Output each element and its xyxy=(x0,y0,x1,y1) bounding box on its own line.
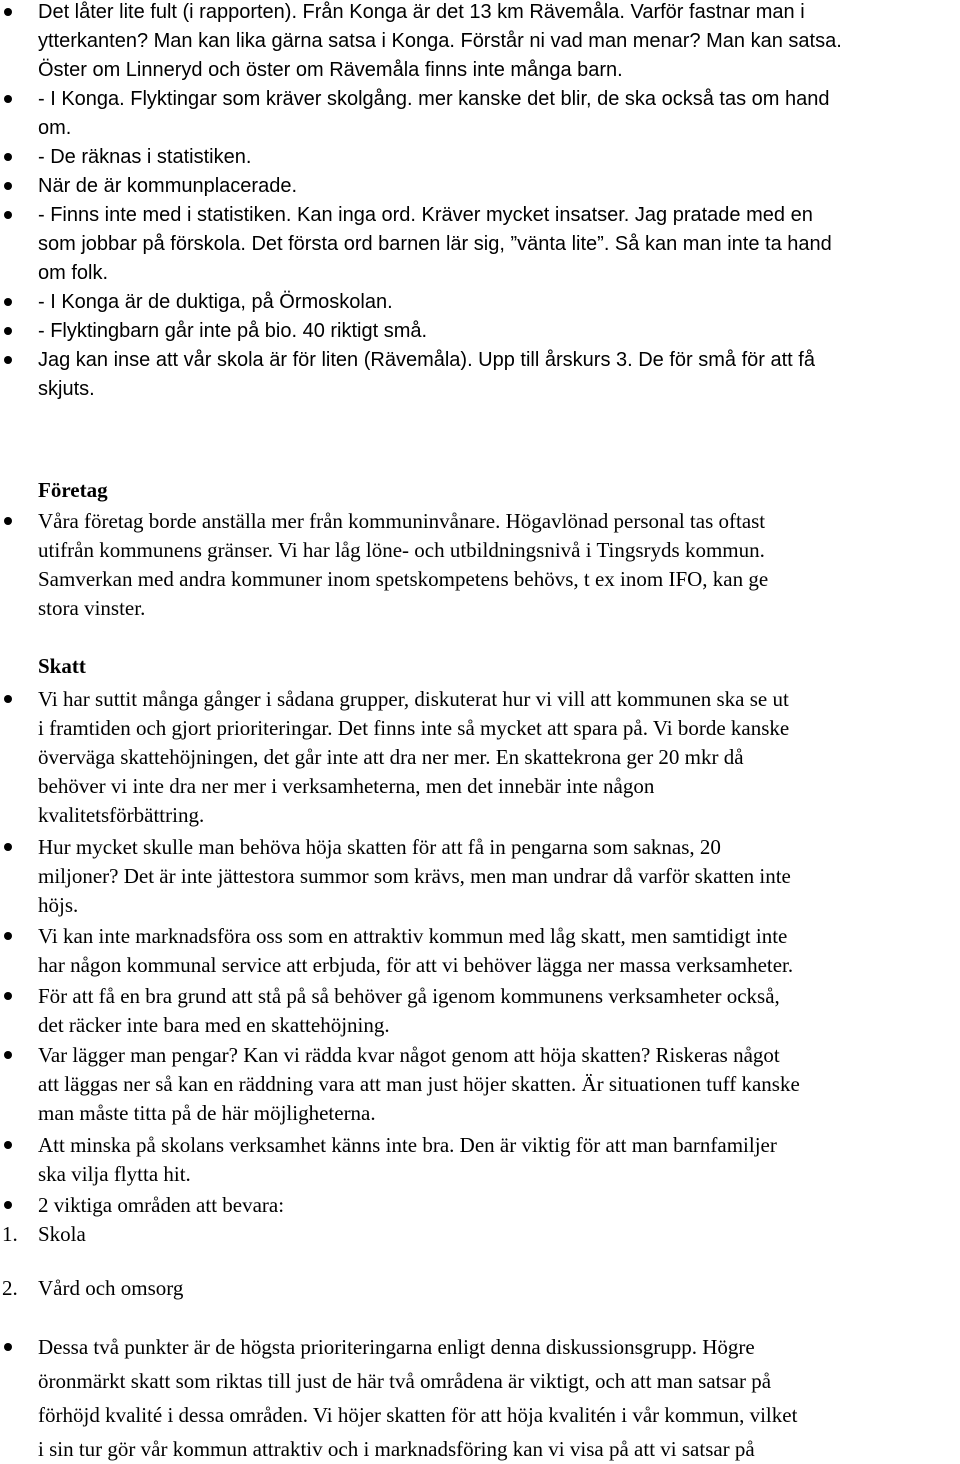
text-line: förhöjd kvalité i dessa områden. Vi höjer skatten för att höja kvalitén i vår kommun, vilket xyxy=(38,1403,798,1427)
text-line: utifrån kommunens gränser. Vi har låg löne- och utbildningsnivå i Tingsryds kommun. xyxy=(38,538,765,562)
text-line: kvalitetsförbättring. xyxy=(38,803,205,827)
bullet-icon xyxy=(4,8,12,16)
text-line: i framtiden och gjort prioriteringar. Det finns inte så mycket att spara på. Vi borde kanske xyxy=(38,716,790,740)
bullet-icon xyxy=(4,327,12,335)
text-line: Öster om Linneryd och öster om Rävemåla finns inte många barn. xyxy=(38,59,623,81)
text-line: som jobbar på förskola. Det första ord barnen lär sig, ”vänta lite”. Så kan man inte ta hand xyxy=(38,233,832,255)
bullet-icon xyxy=(4,211,12,219)
text-line: ytterkanten? Man kan lika gärna satsa i Konga. Förstår ni vad man menar? Man kan satsa. xyxy=(38,30,842,52)
bullet-icon xyxy=(4,356,12,364)
text-line: stora vinster. xyxy=(38,596,146,620)
text-line: - Finns inte med i statistiken. Kan inga ord. Kräver mycket insatser. Jag pratade med en xyxy=(38,204,813,226)
text-line: om. xyxy=(38,117,72,139)
section-heading-skatt: Skatt xyxy=(38,654,86,678)
text-line: Det låter lite fult (i rapporten). Från Konga är det 13 km Rävemåla. Varför fastnar man i xyxy=(38,1,805,23)
bullet-icon xyxy=(4,1343,12,1351)
bullet-icon xyxy=(4,517,12,525)
text-line: man måste titta på de här möjligheterna. xyxy=(38,1101,376,1125)
text-line: överväga skattehöjningen, det går inte att dra ner mer. En skattekrona ger 20 mkr då xyxy=(38,745,744,769)
item-number: 1. xyxy=(2,1222,18,1246)
bullet-icon xyxy=(4,153,12,161)
text-line: - I Konga är de duktiga, på Örmoskolan. xyxy=(38,291,393,313)
text-line: att läggas ner så kan en räddning vara att man just höjer skatten. Är situationen tuff kanske xyxy=(38,1072,800,1096)
bullet-icon xyxy=(4,95,12,103)
text-line: höjs. xyxy=(38,893,79,917)
text-line: Vi har suttit många gånger i sådana grupper, diskuterat hur vi vill att kommunen ska se ut xyxy=(38,687,789,711)
bullet-icon xyxy=(4,182,12,190)
item-text: Skola xyxy=(38,1222,86,1246)
bullet-icon xyxy=(4,992,12,1000)
text-line: För att få en bra grund att stå på så behöver gå igenom kommunens verksamheter också, xyxy=(38,984,780,1008)
text-line: Jag kan inse att vår skola är för liten (Rävemåla). Upp till årskurs 3. De för små för att få xyxy=(38,349,815,371)
text-line: - Flyktingbarn går inte på bio. 40 riktigt små. xyxy=(38,320,428,342)
text-line: - I Konga. Flyktingar som kräver skolgång. mer kanske det blir, de ska också tas om hand xyxy=(38,88,830,110)
bullet-icon xyxy=(4,1201,12,1209)
text-line: När de är kommunplacerade. xyxy=(38,175,298,197)
text-line: öronmärkt skatt som riktas till just de här två områdena är viktigt, och att man satsar på xyxy=(38,1369,772,1393)
text-line: Våra företag borde anställa mer från kommuninvånare. Högavlönad personal tas oftast xyxy=(38,509,766,533)
text-line: det räcker inte bara med en skattehöjning. xyxy=(38,1013,390,1037)
text-line: Samverkan med andra kommuner inom spetskompetens behövs, t ex inom IFO, kan ge xyxy=(38,567,769,591)
bullet-icon xyxy=(4,932,12,940)
bullet-icon xyxy=(4,695,12,703)
text-line: behöver vi inte dra ner mer i verksamheterna, men det innebär inte någon xyxy=(38,774,655,798)
text-line: miljoner? Det är inte jättestora summor som krävs, men man undrar då varför skatten inte xyxy=(38,864,791,888)
text-line: Dessa två punkter är de högsta prioriteringarna enligt denna diskussionsgrupp. Högre xyxy=(38,1335,755,1359)
item-number: 2. xyxy=(2,1276,18,1300)
section-heading-foretag: Företag xyxy=(38,478,108,502)
bullet-icon xyxy=(4,1051,12,1059)
text-line: Vi kan inte marknadsföra oss som en attraktiv kommun med låg skatt, men samtidigt inte xyxy=(38,924,788,948)
text-line: Att minska på skolans verksamhet känns inte bra. Den är viktig för att man barnfamiljer xyxy=(38,1133,777,1157)
text-line: - De räknas i statistiken. xyxy=(38,146,252,168)
text-line: i sin tur gör vår kommun attraktiv och i marknadsföring kan vi visa på att vi satsar på xyxy=(38,1437,755,1461)
text-line: Hur mycket skulle man behöva höja skatten för att få in pengarna som saknas, 20 xyxy=(38,835,721,859)
bullet-icon xyxy=(4,298,12,306)
text-line: om folk. xyxy=(38,262,109,284)
text-line: 2 viktiga områden att bevara: xyxy=(38,1193,285,1217)
text-line: Var lägger man pengar? Kan vi rädda kvar något genom att höja skatten? Riskeras något xyxy=(38,1043,780,1067)
item-text: Vård och omsorg xyxy=(38,1276,184,1300)
text-line: skjuts. xyxy=(38,378,95,400)
text-line: har någon kommunal service att erbjuda, för att vi behöver lägga ner massa verksamheter. xyxy=(38,953,794,977)
bullet-icon xyxy=(4,843,12,851)
bullet-icon xyxy=(4,1141,12,1149)
text-line: ska vilja flytta hit. xyxy=(38,1162,191,1186)
